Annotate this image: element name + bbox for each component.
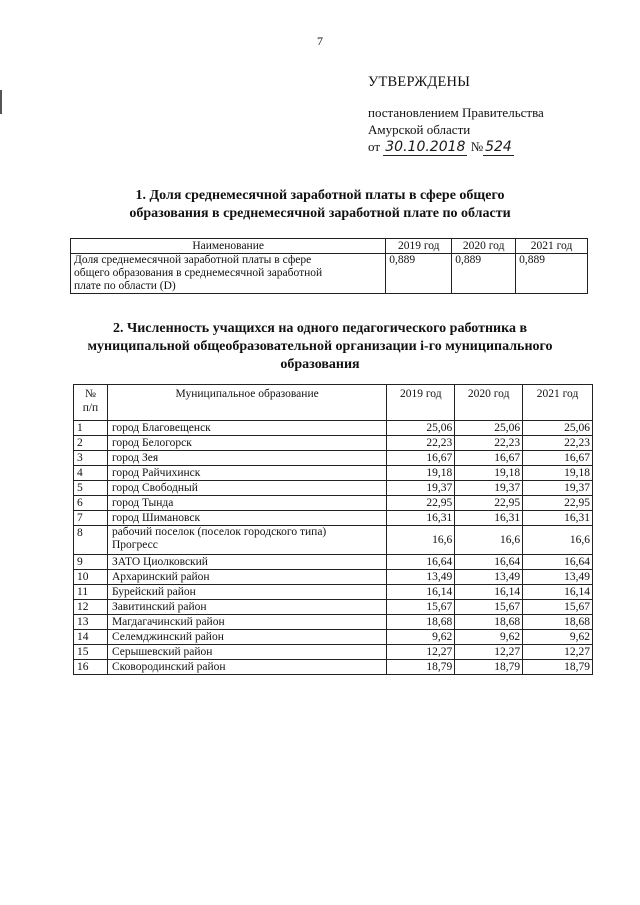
column-header-number [74,385,108,421]
value-2020: 18,79 [455,660,523,675]
value-2020: 0,889 [452,254,516,294]
value-2020: 22,23 [455,436,523,451]
value-2019: 16,64 [387,555,455,570]
municipality-name: Архаринский район [107,570,386,585]
value-2019: 12,27 [387,645,455,660]
row-number: 15 [74,645,108,660]
table-row [71,254,588,294]
page-number: 7 [317,34,323,48]
value-2019: 15,67 [387,600,455,615]
approval-stamp [368,74,628,156]
approval-date-line [368,138,628,156]
table-row [74,570,593,585]
date-prefix: от [368,139,381,154]
row-number: 9 [74,555,108,570]
column-header-number-line: № [84,388,96,400]
value-2019: 13,49 [387,570,455,585]
indicator-name-line: общего образования в среднемесячной заработной [74,267,323,279]
municipality-name: город Райчихинск [107,466,386,481]
approval-line-2: Амурской области [368,122,471,137]
table-row [74,645,593,660]
indicator-name-line: плате по области (D) [74,280,176,292]
value-2020: 9,62 [455,630,523,645]
wage-share-table [70,238,588,294]
section-2-title [0,320,640,374]
municipality-name-line: рабочий поселок (поселок городского типа) [111,526,327,538]
column-header-2020: 2020 год [455,385,523,421]
row-number: 10 [74,570,108,585]
scan-edge-mark [0,90,2,114]
municipality-name [107,526,386,555]
table-header-row [74,385,593,421]
value-2021: 22,95 [523,496,593,511]
column-header-number-line: п/п [82,402,99,414]
value-2020: 19,18 [455,466,523,481]
value-2021: 15,67 [523,600,593,615]
value-2020: 18,68 [455,615,523,630]
municipality-name: город Шимановск [107,511,386,526]
value-2019: 9,62 [387,630,455,645]
municipality-name: Завитинский район [107,600,386,615]
municipality-name: Серышевский район [107,645,386,660]
value-2021: 18,68 [523,615,593,630]
municipality-name-line: Прогресс [111,539,158,551]
column-header-2021: 2021 год [523,385,593,421]
value-2019: 16,6 [387,526,455,555]
table-row [74,466,593,481]
value-2020: 22,95 [455,496,523,511]
value-2020: 25,06 [455,421,523,436]
table-row [74,496,593,511]
table-header-row [71,239,588,254]
value-2019: 25,06 [387,421,455,436]
value-2019: 18,79 [387,660,455,675]
row-number: 8 [74,526,108,555]
value-2021: 9,62 [523,630,593,645]
municipality-name: ЗАТО Циолковский [107,555,386,570]
column-header-2019: 2019 год [386,239,452,254]
value-2020: 16,14 [455,585,523,600]
value-2021: 16,67 [523,451,593,466]
table-row [74,481,593,496]
value-2021: 19,37 [523,481,593,496]
value-2019: 18,68 [387,615,455,630]
section-2-title-line-2: муниципальной общеобразовательной организации i-го муниципального [87,339,553,354]
value-2021: 18,79 [523,660,593,675]
row-number: 7 [74,511,108,526]
value-2021: 16,64 [523,555,593,570]
section-1-title [0,187,640,223]
municipality-name: город Тында [107,496,386,511]
value-2019: 16,67 [387,451,455,466]
row-number: 2 [74,436,108,451]
value-2020: 19,37 [455,481,523,496]
value-2020: 15,67 [455,600,523,615]
table-row [74,436,593,451]
value-2021: 19,18 [523,466,593,481]
row-number: 3 [74,451,108,466]
table-row [74,600,593,615]
column-header-2020: 2020 год [452,239,516,254]
value-2021: 16,31 [523,511,593,526]
row-number: 4 [74,466,108,481]
value-2021: 16,14 [523,585,593,600]
column-header-name: Наименование [71,239,386,254]
table-row [74,660,593,675]
value-2020: 16,31 [455,511,523,526]
row-number: 5 [74,481,108,496]
municipality-name: Селемджинский район [107,630,386,645]
row-number: 11 [74,585,108,600]
table-row [74,585,593,600]
value-2021: 22,23 [523,436,593,451]
municipality-name: город Зея [107,451,386,466]
value-2020: 13,49 [455,570,523,585]
value-2019: 19,18 [387,466,455,481]
municipality-name: город Свободный [107,481,386,496]
column-header-2021: 2021 год [516,239,588,254]
approval-line-1: постановлением Правительства [368,105,544,120]
table-row [74,421,593,436]
value-2019: 0,889 [386,254,452,294]
table-row [74,451,593,466]
indicator-name-line: Доля среднемесячной заработной платы в сфере [74,254,312,266]
column-header-municipality: Муниципальное образование [107,385,386,421]
value-2020: 16,6 [455,526,523,555]
table-row [74,630,593,645]
value-2021: 13,49 [523,570,593,585]
value-2019: 16,14 [387,585,455,600]
column-header-2019: 2019 год [387,385,455,421]
handwritten-number: 524 [485,139,512,155]
students-per-teacher-table [73,384,593,675]
value-2021: 16,6 [523,526,593,555]
value-2020: 12,27 [455,645,523,660]
value-2020: 16,64 [455,555,523,570]
indicator-name [71,254,386,294]
value-2019: 16,31 [387,511,455,526]
row-number: 14 [74,630,108,645]
row-number: 1 [74,421,108,436]
value-2019: 19,37 [387,481,455,496]
section-1-title-line-2: образования в среднемесячной заработной плате по области [129,206,511,221]
value-2021: 0,889 [516,254,588,294]
municipality-name: Бурейский район [107,585,386,600]
table-row [74,511,593,526]
municipality-name: город Благовещенск [107,421,386,436]
municipality-name: Магдагачинский район [107,615,386,630]
value-2021: 12,27 [523,645,593,660]
approval-heading: УТВЕРЖДЕНЫ [368,74,471,90]
number-sign: № [470,139,484,154]
section-2-title-line-1: 2. Численность учащихся на одного педагогического работника в [112,321,528,336]
table-row [74,615,593,630]
section-2-title-line-3: образования [280,357,360,372]
row-number: 6 [74,496,108,511]
handwritten-date: 30.10.2018 [385,139,466,155]
municipality-name: Сковородинский район [107,660,386,675]
value-2019: 22,95 [387,496,455,511]
municipality-name: город Белогорск [107,436,386,451]
value-2021: 25,06 [523,421,593,436]
row-number: 12 [74,600,108,615]
table-row [74,526,593,555]
value-2020: 16,67 [455,451,523,466]
table-row [74,555,593,570]
value-2019: 22,23 [387,436,455,451]
row-number: 13 [74,615,108,630]
section-1-title-line-1: 1. Доля среднемесячной заработной платы в сфере общего [135,188,505,203]
row-number: 16 [74,660,108,675]
